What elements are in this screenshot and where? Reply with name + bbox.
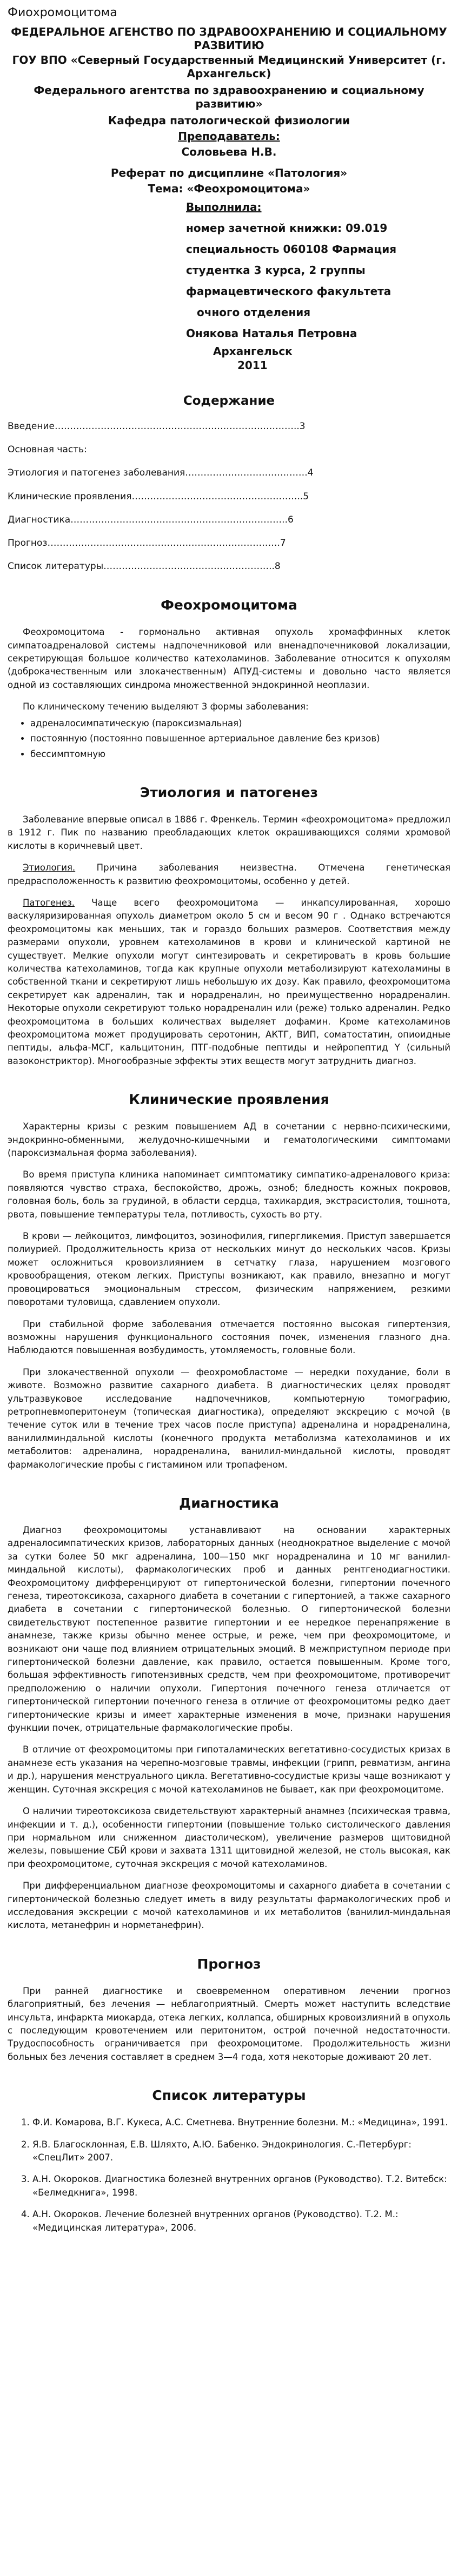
student-line: фармацевтического факультета bbox=[186, 285, 391, 298]
diagnostics-heading: Диагностика bbox=[179, 1495, 279, 1511]
student-line: специальность 060108 Фармация bbox=[186, 243, 397, 256]
etiology-cause bbox=[8, 861, 450, 888]
etiology-paragraph: Заболевание впервые описал в 1886 г. Френкель. Термин «феохромоцитома» предложил в 1912 г. Пик по названию преобладающих клеток окрашивающихся солями хромовой кислоты в коричневый цвет. bbox=[8, 814, 450, 851]
diagnostics-paragraph: При дифференциальном диагнозе феохромоцитомы и сахарного диабета в сочетании с гипертонической болезнью следует иметь в виду результаты фармакологических проб и исследования экскреции с мочой катехоламинов и их метаболитов (ванилил-миндальная кислота, метанефрин и норметанефрин). bbox=[8, 1881, 450, 1931]
prognosis-paragraph: При ранней диагностике и своевременном оперативном лечении прогноз благоприятный, без лечения — неблагоприятный. Смерть может наступить вследствие инсульта, инфаркта миокарда, отека легких, коллапса, обширных кровоизлияний в опухоль с последующим кровотечением или перитонитом, острой почечной недостаточности. Трудоспособность ограничивается при феохромоцитоме. Продолжительность жизни больных без лечения составляет в среднем 3—4 года, хотя некоторые доживают 20 лет. bbox=[8, 1985, 450, 2062]
literature-item: 3. А.Н. Окороков. Диагностика болезней внутренних органов (Руководство). Т.2. Витебск: «Белмедкнига», 1998. bbox=[32, 2173, 450, 2199]
clinical-paragraph: В крови — лейкоцитоз, лимфоцитоз, эозинофилия, гипергликемия. Приступ завершается полиурией. Продолжительность криза от нескольких минут до нескольких часов. Кризы может осложниться кровоизлиянием в сетчатку глаза, нарушением мозгового кровообращения, отеком легких. Приступы возникают, как правило, внезапно и могут провоцироваться эмоциональным стрессом, физическим напряжением, резкими поворотами туловища, сдавлением опухоли. bbox=[8, 1231, 450, 1308]
etiology-heading: Этиология и патогенез bbox=[140, 784, 318, 800]
pathogenesis-label: Патогенез. bbox=[23, 897, 75, 908]
done-label: Выполнила: bbox=[186, 200, 262, 214]
diagnostics-paragraph: О наличии тиреотоксикоза свидетельствуют характерный анамнез (психическая травма, инфекции и т. д.), особенности гипертонии (повышение только систолического давления при нормальном или сниженном диастолическом), увеличение размеров щитовидной железы, повышение СБЙ крови и захвата 1311 щитовидной железой, не столь высокая, как при феохромоцитоме, суточная экскреция с мочой катехоламинов. bbox=[8, 1806, 450, 1869]
title-page bbox=[8, 25, 450, 197]
literature-item: 2. Я.В. Благосклонная, Е.В. Шляхто, А.Ю. Бабенко. Эндокринология. С.-Петербург: «СпецЛит» 2007. bbox=[32, 2138, 450, 2165]
clinical-paragraph: Характерны кризы с резким повышением АД в сочетании с нервно-психическими, эндокринно-обменными, желудочно-кишечными и гематологическими симптомами (пароксизмальная форма заболевания). bbox=[8, 1121, 450, 1159]
student-line: очного отделения bbox=[197, 306, 311, 319]
diagnostics-paragraph: Диагноз феохромоцитомы устанавливают на основании характерных адреналосимпатических кризов, лабораторных данных (неоднократное выделение с мочой за сутки более 50 мкг адреналина, 100—150 мкг норадреналина и 10 мг ванилил-миндальной кислоты), фармакологических проб и данных рентгенодиагностики. Феохромоцитому дифференцируют от гипертонической болезни, гипертонии почечного генеза, тиреотоксикоза, сахарного диабета в сочетании с гипертонией, а также сахарного диабета в сочетании с гипертонической болезнью. О гипертонической болезни свидетельствуют постепенное развитие гипертонии и ее нередкое перенапряжение в анамнезе, также кризы обычно менее острые, и реже, чем при феохромоцитоме, и возникают они чаще под влиянием отрицательных эмоций. В межприступном периоде при гипертонической болезни давление, как правило, остается повышенным. Кроме того, большая эффективность гипотензивных средств, чем при феохромоцитоме, противоречит предположению о наличии опухоли. Гипертония почечного генеза отличается от гипертонической гипертонии почечного генеза в отличие от феохромоцитомы редко дает гипертонические кризы и имеет характерные изменения в моче, признаки нарушения функции почек, отрицательные фармакологические пробы. bbox=[8, 1524, 450, 1734]
list-item: • постоянную (постоянно повышенное артериальное давление без кризов) bbox=[30, 732, 450, 745]
table-of-contents bbox=[8, 420, 450, 573]
forms-list bbox=[8, 717, 450, 761]
teacher-label: Преподаватель: bbox=[178, 130, 280, 143]
clinical-paragraph: При стабильной форме заболевания отмечается постоянно высокая гипертензия, возможны нарушения функционального состояния почек, изменения глазного дна. Наблюдаются повышенная возбудимость, утомляемость, головные боли. bbox=[8, 1319, 450, 1356]
literature-item: 1. Ф.И. Комарова, В.Г. Кукеса, А.С. Сметнева. Внутренние болезни. М.: «Медицина», 1991. bbox=[32, 2116, 450, 2129]
toc-item: Список литературы………………………………………………..8 bbox=[8, 561, 281, 572]
forms-intro: По клиническому течению выделяют 3 формы заболевания: bbox=[23, 701, 309, 712]
literature-item: 4. А.Н. Окороков. Лечение болезней внутренних органов (Руководство). Т.2. М.: «Медицинская литература», 2006. bbox=[32, 2208, 450, 2234]
city: Архангельск bbox=[213, 345, 293, 358]
toc-item: Прогноз………………………………………………………………….7 bbox=[8, 537, 286, 548]
intro-heading: Феохромоцитома bbox=[161, 597, 297, 613]
pathogenesis bbox=[8, 896, 450, 1068]
year: 2011 bbox=[237, 359, 268, 372]
intro-paragraph: Феохромоцитома - гормонально активная опухоль хромаффинных клеток симпатоадреналовой системы надпочечниковой или вненадпочечниковой локализации, секретирующая большое количество катехоламинов. Заболевание относится к опухолям (доброкачественным или злокачественным) АПУД-системы и довольно часто является одной из составляющих синдрома множественной эндокринной неоплазии. bbox=[8, 627, 450, 690]
pathogenesis-text: Чаще всего феохромоцитома — инкапсулированная, хорошо васкуляризированная опухоль диаметром около 5 см и весом 90 г . Однако встречаются феохромоцитомы как меньших, так и гораздо больших размеров. Соответствия между размерами опухоли, уровнем катехоламинов в крови и клинической картиной не существует. Мелкие опухоли могут синтезировать и секретировать в кровь большие количества катехоламинов, тогда как крупные опухоли метаболизируют катехоламины в собственной ткани и секретируют лишь небольшую их дозу. Как правило, феохромоцитома секретирует как адреналин, так и норадреналин, но преимущественно норадреналин. Некоторые опухоли секретируют только норадреналин или (реже) только адреналин. Редко феохромоцитома в больших количествах выделяет дофамин. Кроме катехоламинов феохромоцитома может продуцировать серотонин, АКТГ, ВИП, соматостатин, опиоидные пептиды, альфа-МСГ, кальцитонин, ПТГ-подобные пептиды и нейропептид Y (сильный вазоконстриктор). Многообразные эффекты этих веществ могут затруднить диагноз. bbox=[8, 897, 450, 1066]
topic-line: Тема: «Феохромоцитома» bbox=[148, 182, 310, 196]
prognosis-heading: Прогноз bbox=[197, 1956, 261, 1972]
list-item: • бессимптомную bbox=[30, 748, 450, 761]
toc-item: Основная часть: bbox=[8, 444, 87, 456]
toc-item: Введение……………………………………………………………………..3 bbox=[8, 421, 306, 432]
teacher-name: Соловьева Н.В. bbox=[181, 145, 277, 159]
literature-list bbox=[8, 2116, 450, 2234]
document-title: Фиохромоцитома bbox=[8, 6, 117, 19]
toc-item: Диагностика……………………………………………………………..6 bbox=[8, 514, 294, 525]
toc-heading: Содержание bbox=[183, 394, 275, 409]
department-name: Кафедра патологической физиологии bbox=[108, 113, 350, 127]
literature-heading: Список литературы bbox=[152, 2087, 306, 2104]
paper-line: Реферат по дисциплине «Патология» bbox=[110, 166, 348, 180]
clinical-paragraph: При злокачественной опухоли — феохромобластоме — нередки похудание, боли в животе. Возможно развитие сахарного диабета. В диагностических целях проводят ультразвуковое исследование надпочечников, компьютерную томографию, ретропневмоперитонеум (топическая диагностика), определяют экскрецию с мочой (в течение суток или в течение трех часов после приступа) адреналина и норадреналина, ванилилминдальной кислоты (конечного продукта метаболизма катехоламинов и их метаболитов: адреналина, норадреналина, ванилил-миндальной кислоты, проводят фармакологические пробы с гистамином или тропафеном. bbox=[8, 1367, 450, 1470]
student-info bbox=[8, 197, 450, 372]
student-line: номер зачетной книжки: 09.019 bbox=[186, 222, 388, 235]
etiology-text: Причина заболевания неизвестна. Отмечена генетическая предрасположенность к развитию феохромоцитомы, особенно у детей. bbox=[8, 862, 450, 886]
clinical-heading: Клинические проявления bbox=[129, 1092, 329, 1108]
toc-item: Клинические проявления………………………………………………..5 bbox=[8, 491, 309, 502]
federal-agency-line: Федерального агентства по здравоохранению и социальному развитию» bbox=[34, 83, 424, 110]
list-item: • адреналосимпатическую (пароксизмальная) bbox=[30, 717, 450, 730]
clinical-paragraph: Во время приступа клиника напоминает симптоматику симпатико-адреналового криза: появляются чувство страха, беспокойство, дрожь, озноб; бледность кожных покровов, головная боль, боль за грудиной, в области сердца, тахикардия, экстрасистолия, тошнота, рвота, повышение температуры тела, потливость, сухость во рту. bbox=[8, 1169, 450, 1220]
student-line: Онякова Наталья Петровна bbox=[186, 327, 357, 340]
diagnostics-paragraph: В отличие от феохромоцитомы при гипоталамических вегетативно-сосудистых кризах в анамнезе есть указания на черепно-мозговые травмы, инфекции (грипп, ревматизм, ангина и др.), нарушения менструального цикла. Вегетативно-сосудистые кризы чаще возникают у женщин. Суточная экскреция с мочой катехоламинов не бывает, как при феохромоцитоме. bbox=[8, 1744, 450, 1795]
university-name: ГОУ ВПО «Северный Государственный Медицинский Университет (г. Архангельск) bbox=[12, 53, 446, 80]
toc-item: Этиология и патогенез заболевания………………………………….4 bbox=[8, 467, 314, 479]
student-line: студентка 3 курса, 2 группы bbox=[186, 264, 366, 277]
etiology-label: Этиология. bbox=[23, 862, 76, 873]
agency-name: ФЕДЕРАЛЬНОЕ АГЕНСТВО ПО ЗДРАВООХРАНЕНИЮ И СОЦИАЛЬНОМУ РАЗВИТИЮ bbox=[11, 25, 447, 52]
